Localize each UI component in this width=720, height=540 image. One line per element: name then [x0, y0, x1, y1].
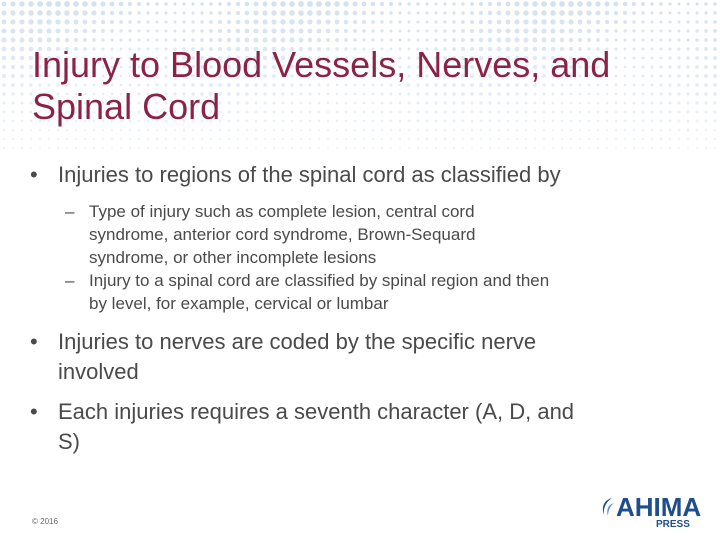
sub-bullet-marker: –	[65, 202, 75, 221]
logo-wordmark: AHIMA	[616, 492, 702, 522]
title-line-2: Spinal Cord	[32, 86, 221, 127]
sub-bullet-marker: –	[65, 271, 75, 290]
bullet-marker: •	[30, 162, 38, 187]
bullet-text-line: Injuries to regions of the spinal cord as classified by	[58, 162, 561, 187]
bullet-item	[30, 397, 700, 457]
bullet-item	[30, 160, 700, 190]
bullet-item	[30, 327, 700, 387]
bullet-marker: •	[30, 399, 38, 424]
sub-bullet-text-line: by level, for example, cervical or lumbar	[89, 294, 389, 313]
sub-bullet-text-line: Type of injury such as complete lesion, central cord	[89, 202, 475, 221]
bullet-text-line: involved	[58, 359, 139, 384]
bullet-text-line: Each injuries requires a seventh character (A, D, and	[58, 399, 575, 424]
copyright-footer: © 2016	[32, 517, 58, 526]
title-line-1: Injury to Blood Vessels, Nerves, and	[32, 44, 611, 85]
sub-bullet-item	[65, 269, 700, 315]
sub-bullet-text-line: Injury to a spinal cord are classified by spinal region and then	[89, 271, 550, 290]
slide-content	[30, 160, 700, 467]
bullet-text-line: S)	[58, 429, 80, 454]
bullet-text-line: Injuries to nerves are coded by the specific nerve	[58, 329, 537, 354]
sub-bullet-text-line: syndrome, or other incomplete lesions	[89, 248, 377, 267]
bullet-marker: •	[30, 329, 38, 354]
sub-bullet-item	[65, 200, 700, 269]
slide-title	[32, 44, 702, 128]
sub-bullet-list	[65, 200, 700, 315]
sub-bullet-text-line: syndrome, anterior cord syndrome, Brown-Sequard	[89, 225, 476, 244]
ahima-press-logo	[598, 492, 702, 532]
logo-swoosh-icon	[598, 495, 616, 519]
logo-press-label: PRESS	[656, 519, 690, 530]
